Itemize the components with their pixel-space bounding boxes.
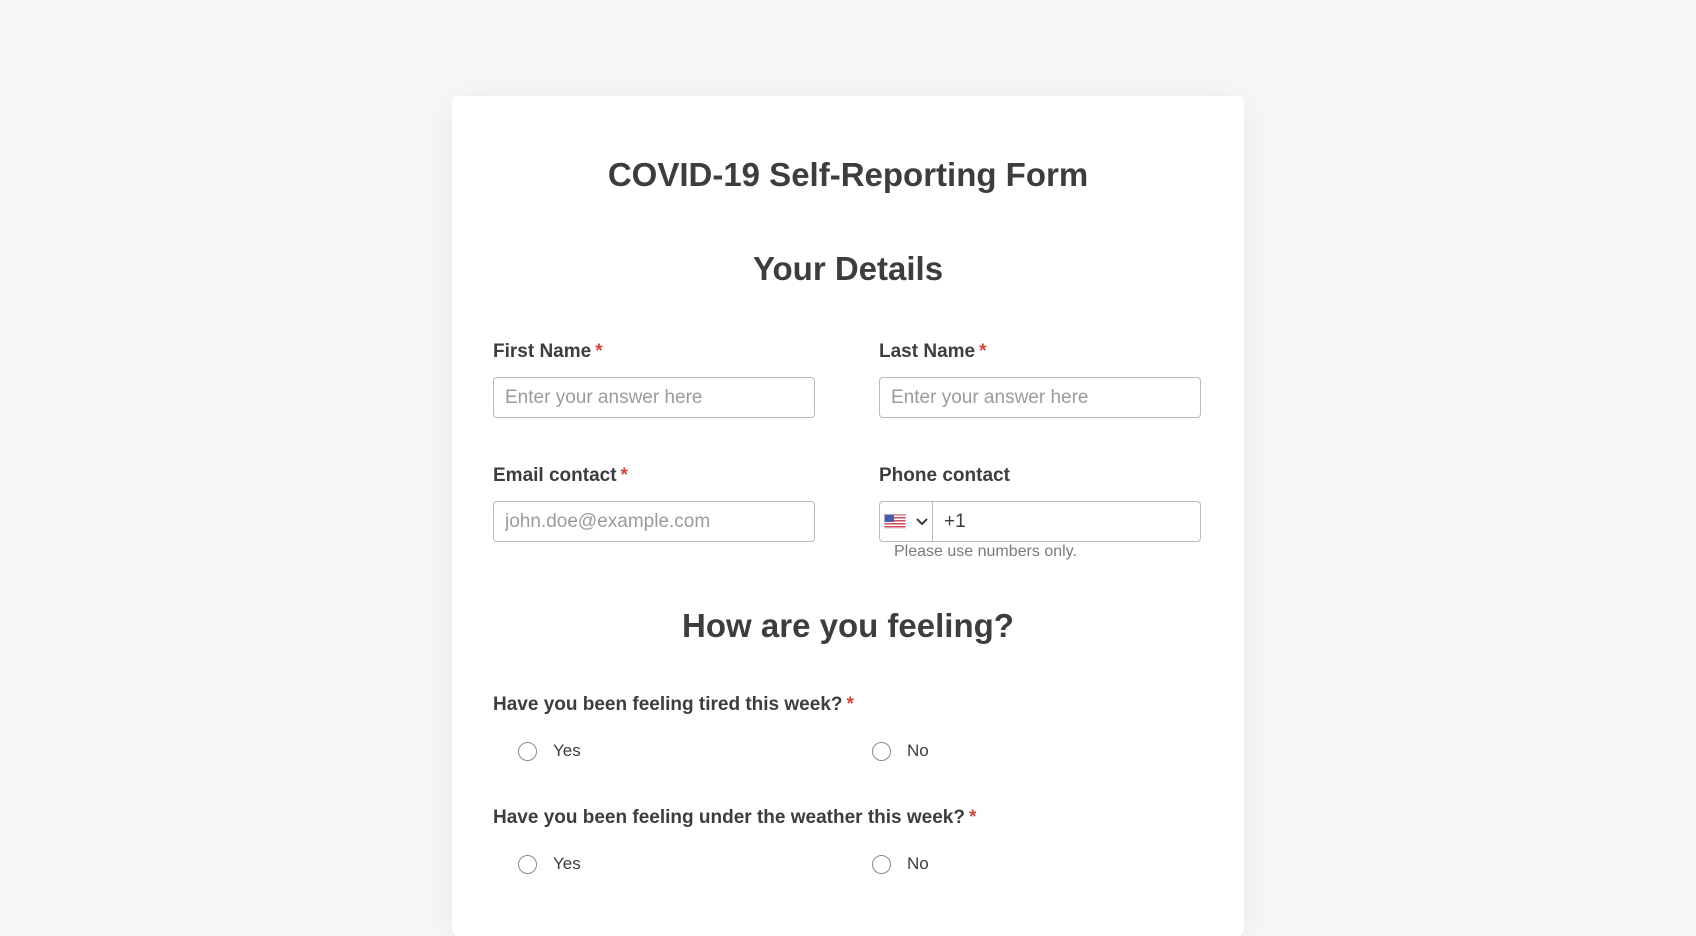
question-tired-label (493, 694, 854, 716)
first-name-label (493, 341, 603, 363)
email-label-text: Email contact (493, 465, 617, 486)
question-weather-text: Have you been feeling under the weather this week? (493, 807, 965, 828)
last-name-input[interactable] (879, 377, 1201, 418)
question-tired-yes-option[interactable] (518, 741, 581, 761)
radio-button[interactable] (872, 742, 891, 761)
email-label (493, 465, 628, 487)
radio-button[interactable] (518, 742, 537, 761)
section-title-details: Your Details (752, 250, 944, 287)
radio-label-yes: Yes (553, 741, 581, 760)
required-asterisk: * (979, 341, 987, 362)
question-tired-text: Have you been feeling tired this week? (493, 694, 843, 715)
phone-hint: Please use numbers only. (894, 543, 1077, 560)
radio-button[interactable] (872, 855, 891, 874)
form-title: COVID-19 Self-Reporting Form (607, 156, 1089, 193)
phone-field (879, 501, 1201, 542)
required-asterisk: * (846, 694, 854, 715)
question-weather-yes-option[interactable] (518, 854, 581, 874)
first-name-input[interactable] (493, 377, 815, 418)
question-weather-no-option[interactable] (872, 854, 929, 874)
chevron-down-icon (916, 518, 928, 526)
us-flag-icon (884, 514, 906, 529)
last-name-label-text: Last Name (879, 341, 976, 362)
radio-button[interactable] (518, 855, 537, 874)
phone-input[interactable] (933, 502, 1200, 541)
phone-label-text: Phone contact (879, 465, 1010, 486)
country-code-select[interactable] (880, 502, 933, 541)
section-title-feeling: How are you feeling? (682, 607, 1014, 644)
form-card (452, 96, 1244, 936)
first-name-label-text: First Name (493, 341, 592, 362)
last-name-label (879, 341, 987, 363)
radio-label-yes: Yes (553, 854, 581, 873)
radio-label-no: No (907, 741, 929, 760)
required-asterisk: * (620, 465, 628, 486)
email-input[interactable] (493, 501, 815, 542)
phone-label (879, 465, 1010, 487)
question-tired-no-option[interactable] (872, 741, 929, 761)
radio-label-no: No (907, 854, 929, 873)
required-asterisk: * (968, 807, 977, 828)
question-weather-label (493, 807, 976, 829)
required-asterisk: * (595, 341, 603, 362)
